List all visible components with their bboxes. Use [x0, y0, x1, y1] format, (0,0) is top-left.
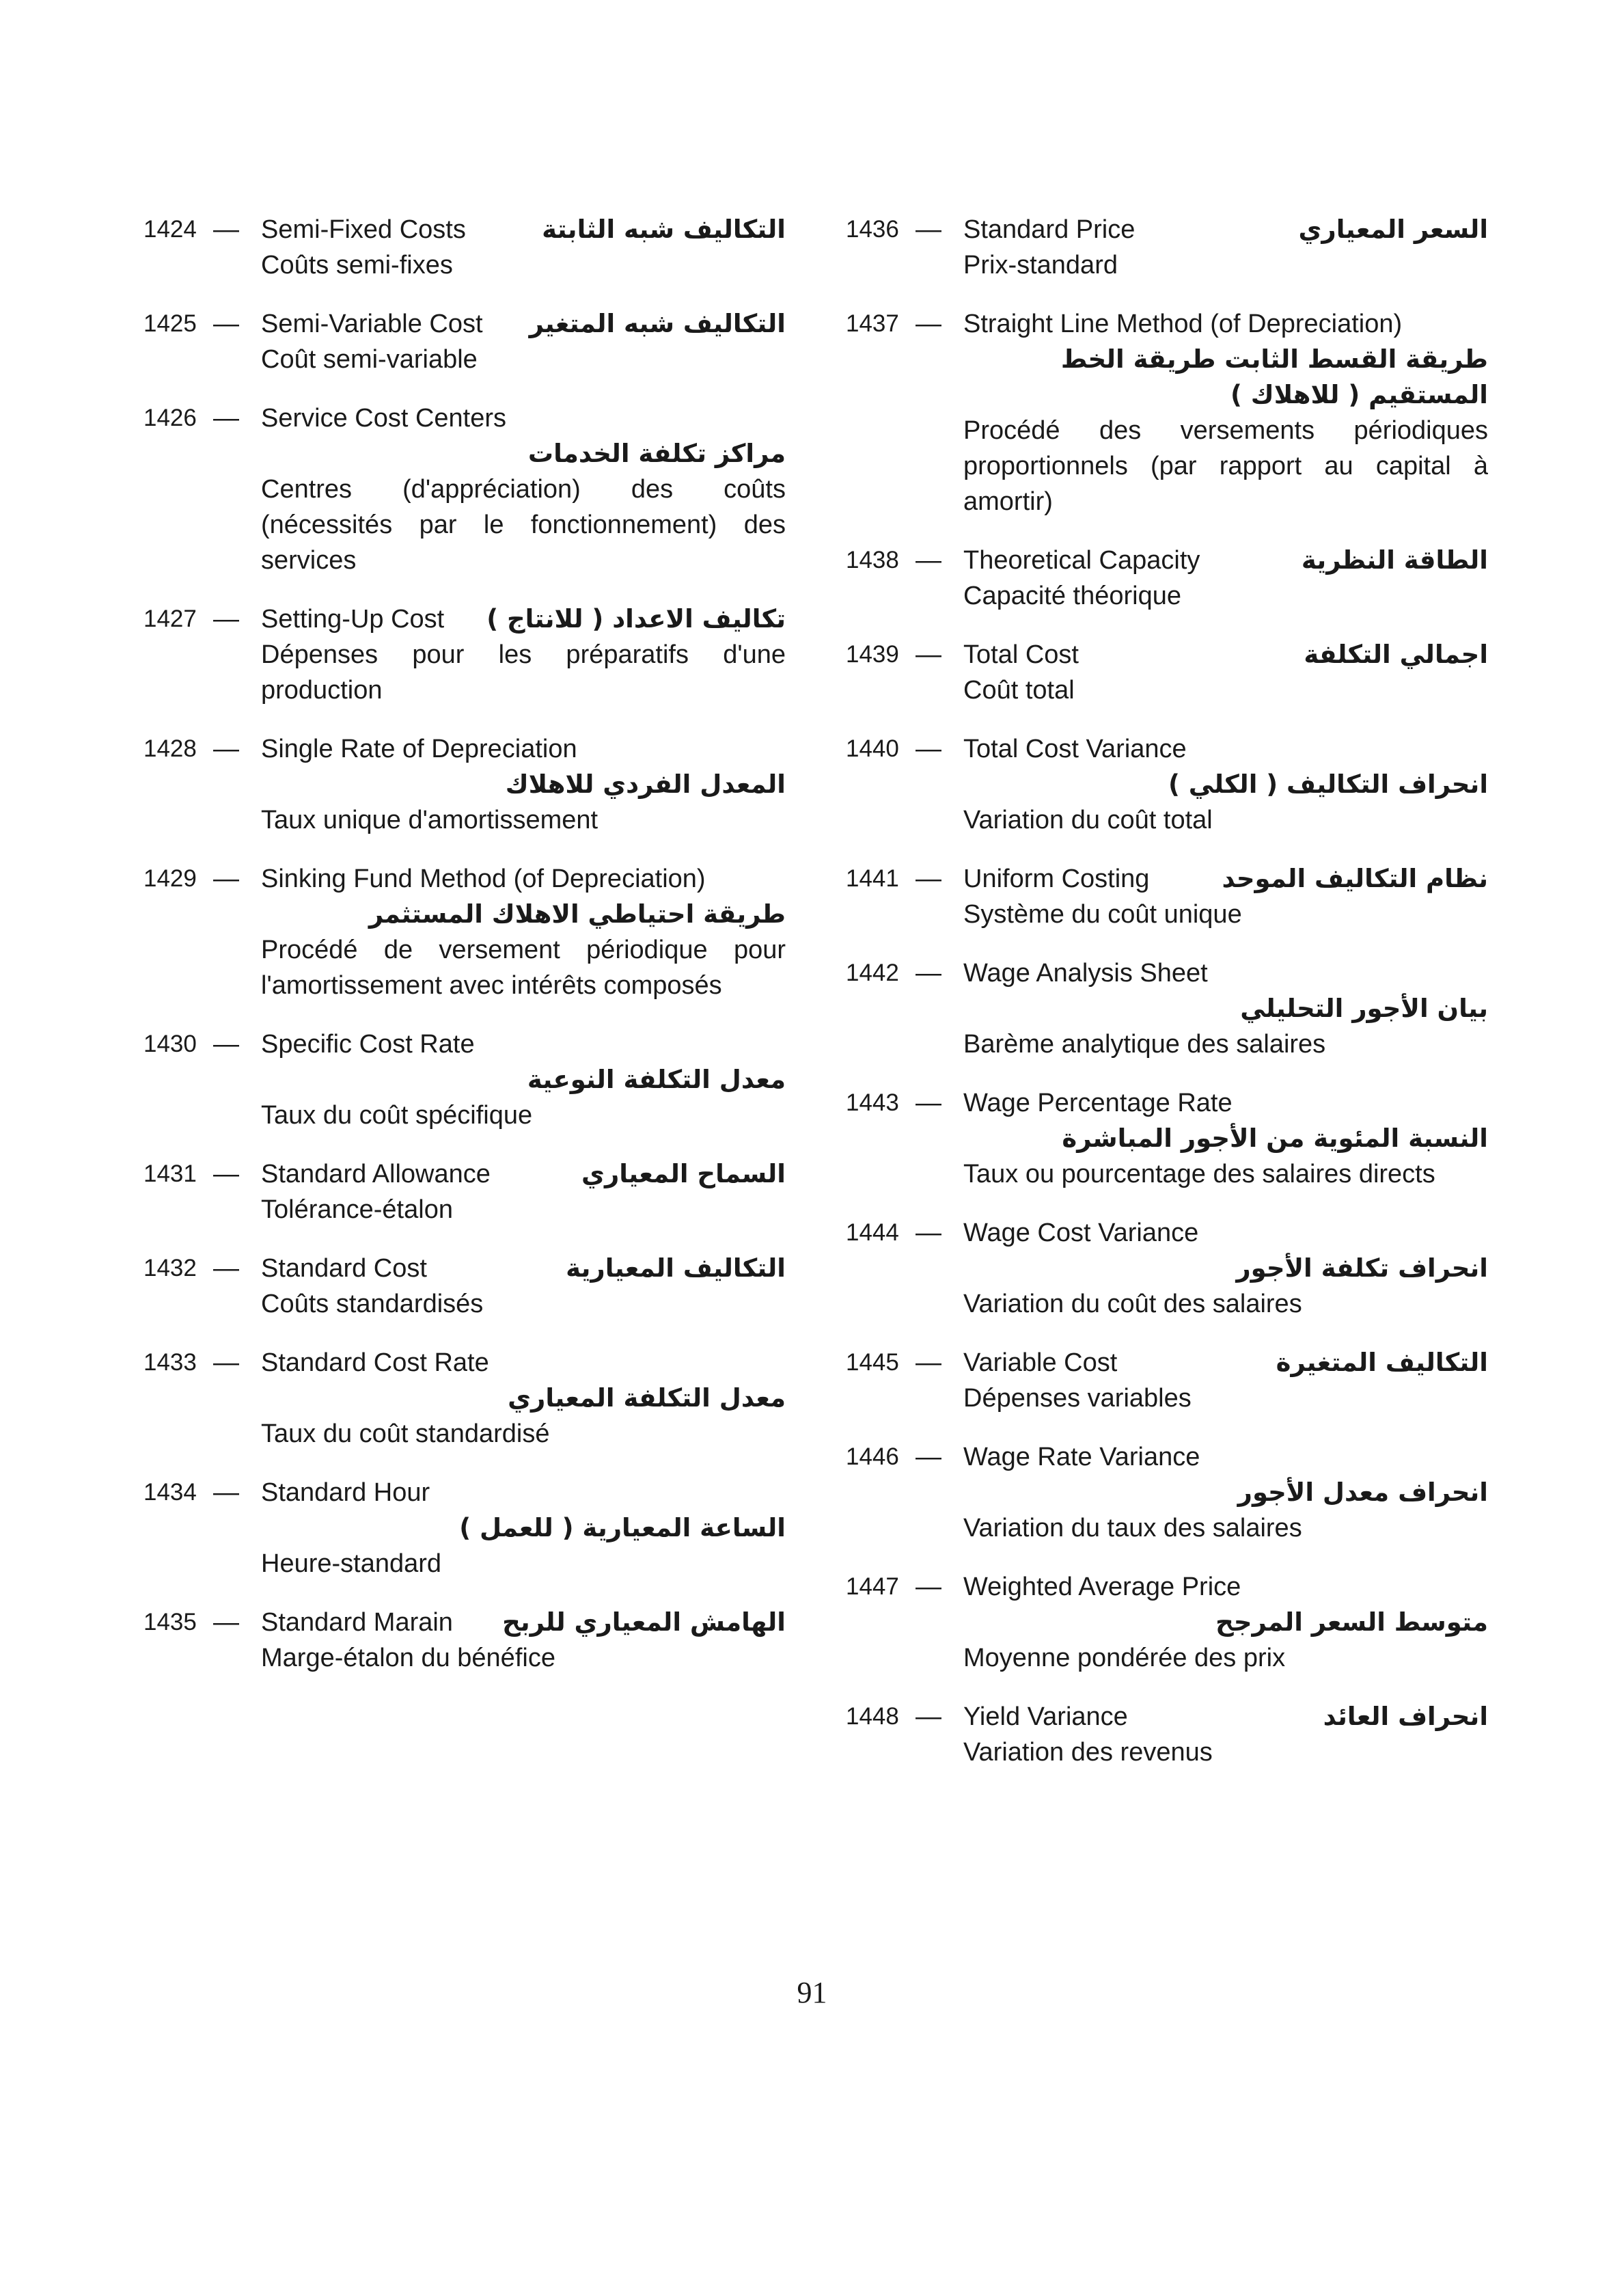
entry-dash: — [916, 959, 941, 988]
entry-number: 1428 [143, 735, 197, 762]
entry-number: 1436 [846, 216, 899, 243]
entry-dash: — [916, 865, 941, 893]
entry-number: 1435 [143, 1609, 197, 1635]
english-term: Standard Allowance [261, 1160, 491, 1188]
arabic-term: السماح المعياري [581, 1159, 786, 1188]
entry-number: 1441 [846, 865, 899, 892]
arabic-term: انحراف تكلفة الأجور [1236, 1253, 1488, 1283]
entry-dash: — [916, 1443, 941, 1471]
english-term: Standard Marain [261, 1608, 453, 1637]
french-term: Variation du coût des salaires [963, 1290, 1302, 1318]
entry-body [261, 306, 786, 377]
glossary-entry [846, 1085, 1488, 1192]
french-term: Capacité théorique [963, 582, 1181, 610]
english-term: Straight Line Method (of Depreciation) [963, 310, 1403, 338]
french-term: Taux ou pourcentage des salaires directs [963, 1160, 1435, 1188]
glossary-entry [846, 1215, 1488, 1322]
glossary-entry [143, 400, 786, 578]
french-term: Coût total [963, 676, 1075, 705]
glossary-entry [143, 601, 786, 708]
arabic-term: تكاليف الاعداد ( للانتاج ) [486, 604, 786, 634]
english-term: Specific Cost Rate [261, 1030, 475, 1059]
entry-number: 1445 [846, 1349, 899, 1376]
entry-heading-line [963, 1215, 1488, 1251]
english-term: Semi-Variable Cost [261, 310, 483, 338]
english-term: Variable Cost [963, 1348, 1118, 1377]
glossary-entry [143, 861, 786, 1003]
right-column [846, 212, 1488, 1793]
entry-body [261, 1027, 786, 1133]
entry-body [963, 306, 1488, 519]
entry-body [963, 1569, 1488, 1676]
entry-body [261, 1345, 786, 1452]
entry-dash: — [213, 310, 239, 338]
entry-body [261, 1475, 786, 1581]
arabic-term: النسبة المئوية من الأجور المباشرة [1062, 1124, 1488, 1153]
glossary-entry [143, 1345, 786, 1452]
french-term: Taux du coût standardisé [261, 1419, 550, 1448]
english-term: Theoretical Capacity [963, 546, 1200, 575]
arabic-term: المعدل الفردي للاهلاك [505, 770, 786, 799]
arabic-term: انحراف التكاليف ( الكلي ) [1168, 770, 1488, 799]
entry-number: 1424 [143, 216, 197, 243]
entry-body [963, 637, 1488, 708]
entry-body [261, 1156, 786, 1227]
entry-heading-line [261, 1345, 786, 1381]
left-column [143, 212, 786, 1699]
entry-dash: — [213, 1254, 239, 1283]
entry-heading-line [963, 1439, 1488, 1475]
english-term: Standard Cost Rate [261, 1348, 489, 1377]
entry-number: 1440 [846, 735, 899, 762]
entry-body [963, 955, 1488, 1062]
french-term: Taux unique d'amortissement [261, 806, 598, 834]
entry-heading-line [261, 1156, 786, 1192]
english-term: Standard Cost [261, 1254, 427, 1283]
entry-dash: — [213, 865, 239, 893]
french-term: Heure-standard [261, 1549, 442, 1578]
entry-body [963, 1215, 1488, 1322]
english-term: Wage Rate Variance [963, 1443, 1200, 1471]
glossary-entry [143, 306, 786, 377]
arabic-term: السعر المعياري [1298, 215, 1488, 244]
entry-heading-line [963, 1345, 1488, 1381]
arabic-term: معدل التكلفة النوعية [527, 1065, 786, 1094]
french-term: Procédé des versements périodiques proportionnels (par rapport au capital à amortir) [963, 416, 1488, 516]
french-term: Procédé de versement périodique pour l'amortissement avec intérêts composés [261, 936, 786, 1000]
entry-dash: — [213, 605, 239, 634]
arabic-term: الساعة المعيارية ( للعمل ) [459, 1513, 786, 1542]
page-number: 91 [797, 1976, 827, 2009]
entry-dash: — [916, 215, 941, 244]
arabic-term: نظام التكاليف الموحد [1222, 864, 1488, 893]
entry-dash: — [916, 310, 941, 338]
entry-number: 1446 [846, 1443, 899, 1470]
french-term: Variation des revenus [963, 1738, 1213, 1767]
entry-body [261, 1251, 786, 1322]
entry-heading-line [261, 212, 786, 247]
glossary-entry [143, 1251, 786, 1322]
entry-number: 1431 [143, 1160, 197, 1187]
entry-heading-line [261, 1251, 786, 1286]
glossary-entry [143, 1605, 786, 1676]
english-term: Standard Hour [261, 1478, 430, 1507]
glossary-entry [846, 955, 1488, 1062]
french-term: Marge-étalon du bénéfice [261, 1644, 555, 1672]
entry-dash: — [916, 546, 941, 575]
french-term: Coûts standardisés [261, 1290, 484, 1318]
french-term: Dépenses pour les préparatifs d'une production [261, 640, 786, 705]
entry-heading-line [963, 212, 1488, 247]
entry-heading-line [261, 1027, 786, 1062]
entry-body [963, 1085, 1488, 1192]
glossary-entry [143, 1156, 786, 1227]
entry-heading-line [963, 306, 1488, 342]
entry-number: 1447 [846, 1573, 899, 1600]
entry-body [963, 543, 1488, 614]
entry-number: 1427 [143, 606, 197, 632]
english-term: Yield Variance [963, 1702, 1128, 1731]
entry-number: 1430 [143, 1031, 197, 1057]
entry-body [963, 1439, 1488, 1546]
entry-dash: — [213, 404, 239, 433]
entry-body [261, 861, 786, 1003]
arabic-term: انحراف معدل الأجور [1237, 1478, 1488, 1507]
glossary-entry [846, 1345, 1488, 1416]
arabic-term: انحراف العائد [1323, 1702, 1488, 1731]
english-term: Uniform Costing [963, 865, 1150, 893]
entry-dash: — [916, 640, 941, 669]
english-term: Total Cost [963, 640, 1079, 669]
french-term: Coûts semi-fixes [261, 251, 453, 280]
entry-body [963, 212, 1488, 283]
french-term: Moyenne pondérée des prix [963, 1644, 1286, 1672]
entry-dash: — [213, 1478, 239, 1507]
entry-dash: — [916, 1702, 941, 1731]
arabic-term: الطاقة النظرية [1301, 545, 1488, 575]
glossary-entry [846, 1439, 1488, 1546]
english-term: Standard Price [963, 215, 1136, 244]
entry-heading-line [261, 400, 786, 436]
french-term: Centres (d'appréciation) des coûts (nécessités par le fonctionnement) des services [261, 475, 786, 575]
entry-heading-line [261, 1605, 786, 1640]
entry-body [261, 601, 786, 708]
english-term: Wage Cost Variance [963, 1219, 1199, 1247]
entry-heading-line [261, 731, 786, 767]
english-term: Wage Analysis Sheet [963, 959, 1208, 988]
french-term: Système du coût unique [963, 900, 1242, 929]
entry-dash: — [916, 735, 941, 763]
french-term: Dépenses variables [963, 1384, 1192, 1413]
entry-heading-line [963, 1569, 1488, 1605]
entry-number: 1438 [846, 547, 899, 573]
glossary-entry [846, 731, 1488, 838]
entry-heading-line [261, 601, 786, 637]
entry-dash: — [213, 1030, 239, 1059]
entry-number: 1437 [846, 310, 899, 337]
arabic-term: معدل التكلفة المعياري [508, 1383, 786, 1413]
arabic-term: طريقة القسط الثابت طريقة الخط المستقيم ( للاهلاك ) [1060, 344, 1488, 409]
glossary-entry [143, 212, 786, 283]
glossary-entry [846, 212, 1488, 283]
entry-body [261, 731, 786, 838]
entry-number: 1426 [143, 405, 197, 431]
english-term: Semi-Fixed Costs [261, 215, 466, 244]
entry-number: 1443 [846, 1089, 899, 1116]
entry-heading-line [963, 543, 1488, 578]
entry-heading-line [261, 861, 786, 897]
english-term: Single Rate of Depreciation [261, 735, 577, 763]
entry-body [963, 1345, 1488, 1416]
glossary-entry [143, 731, 786, 838]
glossary-entry [143, 1475, 786, 1581]
glossary-entry [143, 1027, 786, 1133]
arabic-term: التكاليف شبه الثابتة [542, 215, 786, 244]
french-term: Taux du coût spécifique [261, 1101, 533, 1130]
entry-heading-line [261, 1475, 786, 1510]
french-term: Coût semi-variable [261, 345, 478, 374]
entry-number: 1448 [846, 1703, 899, 1730]
entry-body [963, 861, 1488, 932]
arabic-term: الهامش المعياري للربح [502, 1607, 786, 1637]
english-term: Setting-Up Cost [261, 605, 445, 634]
entry-dash: — [916, 1573, 941, 1601]
glossary-entry [846, 1569, 1488, 1676]
entry-dash: — [213, 1608, 239, 1637]
entry-number: 1434 [143, 1479, 197, 1506]
arabic-term: التكاليف شبه المتغير [529, 309, 786, 338]
french-term: Tolérance-étalon [261, 1195, 453, 1224]
entry-number: 1429 [143, 865, 197, 892]
entry-dash: — [916, 1348, 941, 1377]
arabic-term: طريقة احتياطي الاهلاك المستثمر [368, 899, 786, 929]
entry-dash: — [213, 1160, 239, 1188]
english-term: Total Cost Variance [963, 735, 1187, 763]
glossary-entry [846, 1699, 1488, 1770]
french-term: Prix-standard [963, 251, 1118, 280]
glossary-entry [846, 543, 1488, 614]
entry-heading-line [963, 861, 1488, 897]
french-term: Variation du taux des salaires [963, 1514, 1302, 1542]
entry-body [963, 731, 1488, 838]
glossary-entry [846, 861, 1488, 932]
entry-body [261, 400, 786, 578]
english-term: Wage Percentage Rate [963, 1089, 1233, 1117]
entry-heading-line [963, 1085, 1488, 1121]
entry-heading-line [963, 637, 1488, 672]
english-term: Weighted Average Price [963, 1573, 1241, 1601]
arabic-term: متوسط السعر المرجح [1215, 1607, 1488, 1637]
arabic-term: اجمالي التكلفة [1304, 640, 1488, 669]
entry-dash: — [213, 1348, 239, 1377]
entry-number: 1433 [143, 1349, 197, 1376]
english-term: Sinking Fund Method (of Depreciation) [261, 865, 706, 893]
arabic-term: مراكز تكلفة الخدمات [527, 439, 786, 468]
french-term: Variation du coût total [963, 806, 1213, 834]
entry-body [261, 1605, 786, 1676]
entry-heading-line [963, 955, 1488, 991]
entry-dash: — [213, 735, 239, 763]
french-term: Barème analytique des salaires [963, 1030, 1326, 1059]
entry-heading-line [963, 731, 1488, 767]
entry-heading-line [261, 306, 786, 342]
glossary-entry [846, 637, 1488, 708]
entry-number: 1439 [846, 641, 899, 668]
entry-number: 1425 [143, 310, 197, 337]
english-term: Service Cost Centers [261, 404, 507, 433]
entry-dash: — [916, 1089, 941, 1117]
arabic-term: بيان الأجور التحليلي [1240, 994, 1488, 1023]
entry-heading-line [963, 1699, 1488, 1735]
entry-number: 1444 [846, 1219, 899, 1246]
entry-body [261, 212, 786, 283]
glossary-entry [846, 306, 1488, 519]
entry-number: 1432 [143, 1255, 197, 1281]
entry-number: 1442 [846, 960, 899, 986]
arabic-term: التكاليف المتغيرة [1276, 1348, 1488, 1377]
entry-body [963, 1699, 1488, 1770]
entry-dash: — [916, 1219, 941, 1247]
entry-dash: — [213, 215, 239, 244]
arabic-term: التكاليف المعيارية [566, 1253, 786, 1283]
